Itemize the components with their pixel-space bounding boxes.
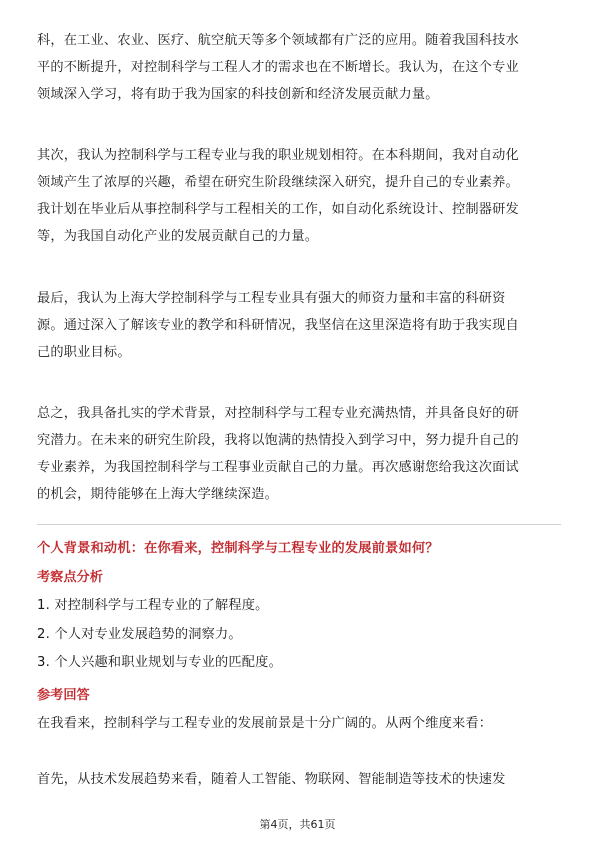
paragraph-line: 其次，我认为控制科学与工程专业与我的职业规划相符。在本科期间，我对自动化	[37, 148, 519, 163]
paragraph-line: 总之，我具备扎实的学术背景，对控制科学与工程专业充满热情，并具备良好的研	[37, 406, 519, 421]
paragraph-line: 我计划在毕业后从事控制科学与工程相关的工作，如自动化系统设计、控制器研发	[37, 202, 519, 217]
reference-heading: 参考回答	[37, 688, 90, 703]
paragraph-line: 科，在工业、农业、医疗、航空航天等多个领域都有广泛的应用。随着我国科技水	[37, 33, 519, 48]
paragraph-line: 己的职业目标。	[37, 345, 131, 360]
paragraph-2	[37, 142, 561, 250]
paragraph-line: 平的不断提升，对控制科学与工程人才的需求也在不断增长。我认为，在这个专业	[37, 60, 519, 75]
page-number: 第4页，共61页	[259, 818, 336, 831]
paragraph-3	[37, 285, 561, 366]
paragraph-line: 领域深入学习，将有助于我为国家的科技创新和经济发展贡献力量。	[37, 87, 439, 102]
analysis-item: 3. 个人兴趣和职业规划与专业的匹配度。	[37, 655, 282, 670]
reference-line: 首先，从技术发展趋势来看，随着人工智能、物联网、智能制造等技术的快速发	[37, 772, 506, 787]
paragraph-line: 的机会，期待能够在上海大学继续深造。	[37, 487, 278, 502]
section-divider	[37, 524, 561, 525]
paragraph-line: 最后，我认为上海大学控制科学与工程专业具有强大的师资力量和丰富的科研资	[37, 291, 506, 306]
analysis-heading: 考察点分析	[37, 570, 103, 585]
paragraph-4	[37, 400, 561, 508]
paragraph-line: 等，为我国自动化产业的发展贡献自己的力量。	[37, 229, 319, 244]
analysis-item: 2. 个人对专业发展趋势的洞察力。	[37, 627, 242, 642]
paragraph-line: 源。通过深入了解该专业的教学和科研情况，我坚信在这里深造将有助于我实现自	[37, 318, 519, 333]
paragraph-line: 专业素养，为我国控制科学与工程事业贡献自己的力量。再次感谢您给我这次面试	[37, 460, 519, 475]
analysis-item: 1. 对控制科学与工程专业的了解程度。	[37, 598, 269, 613]
paragraph-1	[37, 27, 561, 108]
paragraph-line: 究潜力。在未来的研究生阶段，我将以饱满的热情投入到学习中，努力提升自己的	[37, 433, 519, 448]
question-heading: 个人背景和动机：在你看来，控制科学与工程专业的发展前景如何？	[37, 541, 439, 556]
reference-line: 在我看来，控制科学与工程专业的发展前景是十分广阔的。从两个维度来看：	[37, 716, 493, 731]
paragraph-line: 领域产生了浓厚的兴趣，希望在研究生阶段继续深入研究，提升自己的专业素养。	[37, 175, 519, 190]
